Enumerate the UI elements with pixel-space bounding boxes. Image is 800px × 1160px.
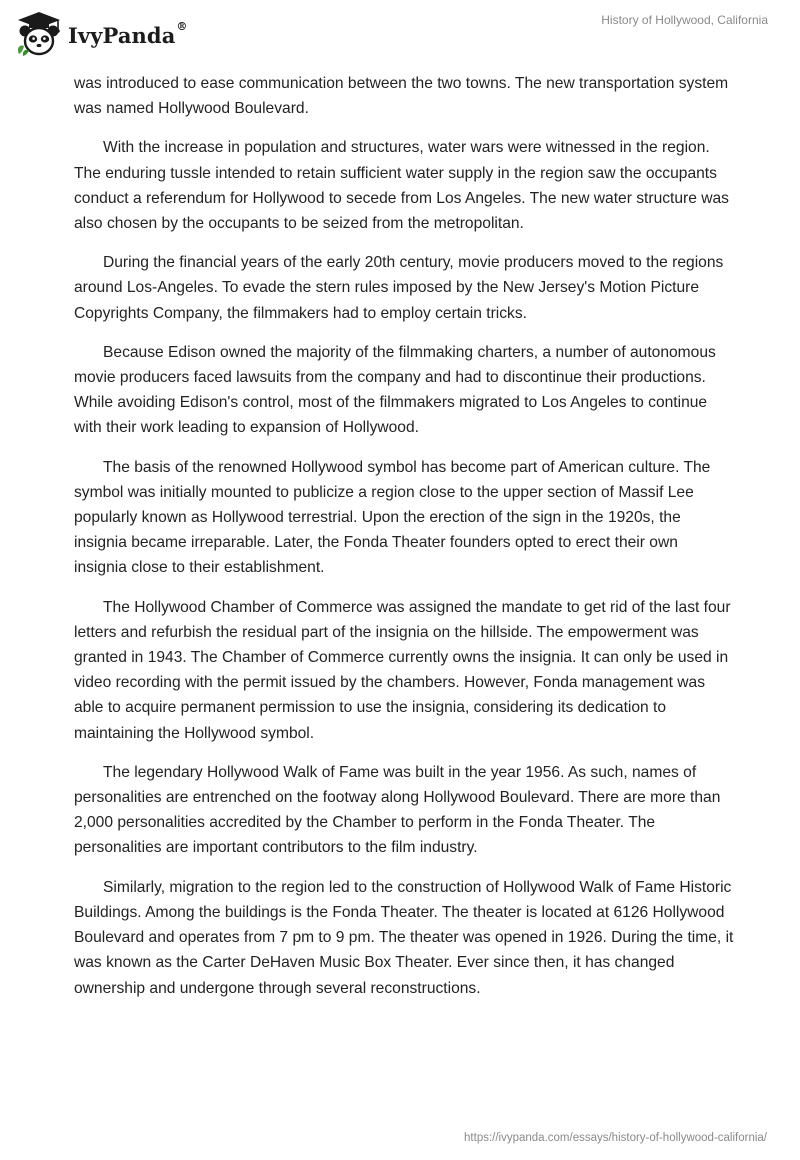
paragraph: The basis of the renowned Hollywood symbol has become part of American culture. The symbol was initially mounted to publicize a region close to the upper section of Massif Lee popularly known as Hollywood terrestrial. Upon the erection of the sign in the 1920s, the insignia became irreparable. Later, the Fonda Theater founders opted to erect their own insignia close to their establishment. (74, 458, 711, 577)
paragraph: was introduced to ease communication between the two towns. The new transportation system was named Hollywood Boulevard. (74, 75, 729, 118)
brand-name-text: IvyPanda (68, 22, 176, 48)
document-title: History of Hollywood, California (601, 13, 768, 27)
essay-body (74, 71, 734, 1015)
paragraph: During the financial years of the early 20th century, movie producers moved to the regions around Los-Angeles. To evade the stern rules imposed by the New Jersey's Motion Picture Copyrights Company, the filmmakers had to employ certain tricks. (74, 254, 724, 322)
paragraph: The legendary Hollywood Walk of Fame was built in the year 1956. As such, names of personalities are entrenched on the footway along Hollywood Boulevard. There are more than 2,000 personalities accredited by the Chamber to perform in the Fonda Theater. The personalities are important contributors to the film industry. (74, 763, 721, 857)
ivypanda-logo[interactable] (14, 8, 188, 60)
paragraph: With the increase in population and structures, water wars were witnessed in the region. The enduring tussle intended to retain sufficient water supply in the region saw the occupants conduct a referendum for Hollywood to secede from Los Angeles. The new water structure was also chosen by the occupants to be seized from the metropolitan. (74, 139, 729, 233)
panda-graduate-icon (14, 10, 64, 58)
paragraph: Because Edison owned the majority of the filmmaking charters, a number of autonomous movie producers faced lawsuits from the company and had to discontinue their productions. While avoiding Edison's control, most of the filmmakers migrated to Los Angeles to continue with their work leading to expansion of Hollywood. (74, 343, 716, 437)
brand-name (68, 19, 188, 48)
registered-mark: ® (176, 19, 188, 33)
paragraph: The Hollywood Chamber of Commerce was assigned the mandate to get rid of the last four letters and refurbish the residual part of the insignia on the hillside. The empowerment was granted in 1943. The Chamber of Commerce currently owns the insignia. It can only be used in video recording with the permit issued by the chambers. However, Fonda management was able to acquire permanent permission to use the insignia, considering its dedication to maintaining the Hollywood symbol. (74, 598, 731, 742)
source-url[interactable]: https://ivypanda.com/essays/history-of-hollywood-california/ (464, 1132, 767, 1144)
paragraph: Similarly, migration to the region led to the construction of Hollywood Walk of Fame Historic Buildings. Among the buildings is the Fonda Theater. The theater is located at 6126 Hollywood Boulevard and operates from 7 pm to 9 pm. The theater was opened in 1926. During the time, it was known as the Carter DeHaven Music Box Theater. Ever since then, it has changed ownership and undergone through several reconstructions. (74, 878, 734, 997)
page-header (0, 0, 800, 70)
